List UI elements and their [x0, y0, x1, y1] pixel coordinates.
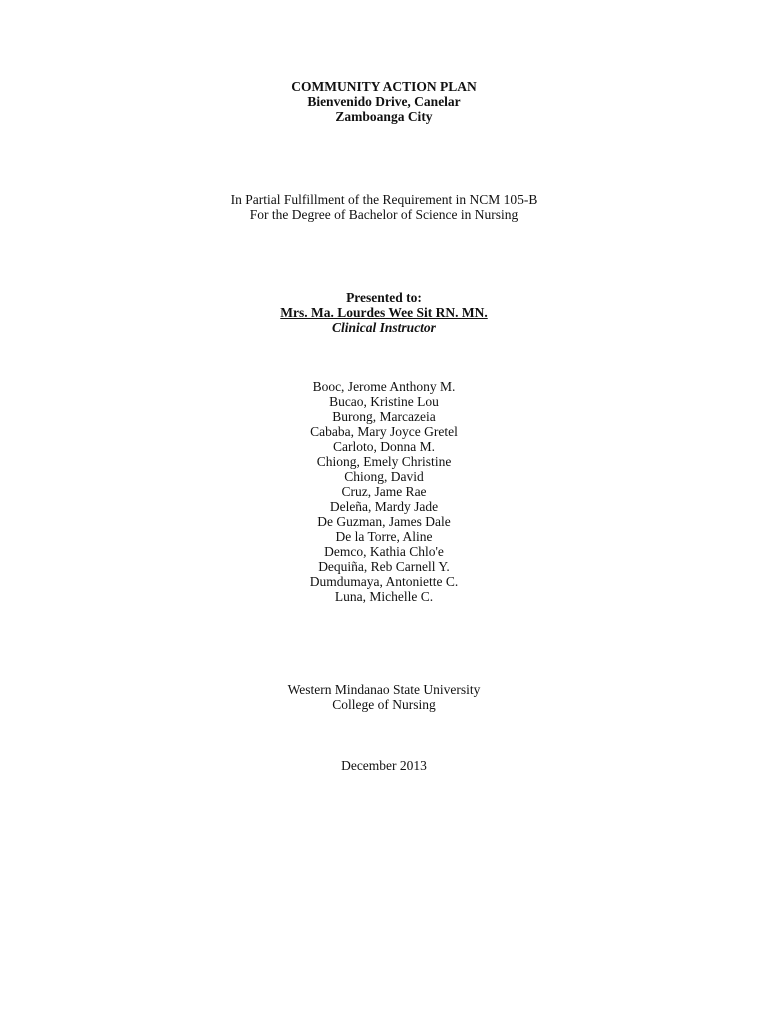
instructor-role: Clinical Instructor [332, 320, 436, 335]
instructor-name: Mrs. Ma. Lourdes Wee Sit RN. MN. [280, 305, 488, 320]
member-name: Demco, Kathia Chlo'e [324, 544, 444, 559]
member-name: De la Torre, Aline [335, 529, 433, 544]
document-date: December 2013 [341, 758, 427, 773]
member-name: Dumdumaya, Antoniette C. [309, 574, 459, 589]
date-section [0, 758, 768, 773]
member-name: Burong, Marcazeia [332, 409, 436, 424]
members-list [0, 379, 768, 604]
member-name: De Guzman, James Dale [317, 514, 451, 529]
member-name: Deleña, Mardy Jade [329, 499, 439, 514]
member-name: Booc, Jerome Anthony M. [312, 379, 456, 394]
presented-to-label: Presented to: [346, 290, 422, 305]
member-name: Chiong, David [344, 469, 424, 484]
member-name: Cababa, Mary Joyce Gretel [310, 424, 458, 439]
school-section [0, 682, 768, 712]
presented-section [0, 290, 768, 335]
member-name: Chiong, Emely Christine [316, 454, 452, 469]
member-name: Carloto, Donna M. [333, 439, 435, 454]
college-name: College of Nursing [332, 697, 436, 712]
member-name: Luna, Michelle C. [334, 589, 434, 604]
member-name: Dequiña, Reb Carnell Y. [318, 559, 450, 574]
university-name: Western Mindanao State University [287, 682, 481, 697]
purpose-section [0, 192, 768, 222]
member-name: Bucao, Kristine Lou [329, 394, 439, 409]
location-city: Zamboanga City [335, 109, 433, 124]
location-street: Bienvenido Drive, Canelar [307, 94, 461, 109]
purpose-line-requirement: In Partial Fulfillment of the Requirement in NCM 105-B [230, 192, 538, 207]
document-title: COMMUNITY ACTION PLAN [291, 79, 477, 94]
purpose-line-degree: For the Degree of Bachelor of Science in Nursing [249, 207, 519, 222]
member-name: Cruz, Jame Rae [341, 484, 427, 499]
title-section [0, 79, 768, 124]
